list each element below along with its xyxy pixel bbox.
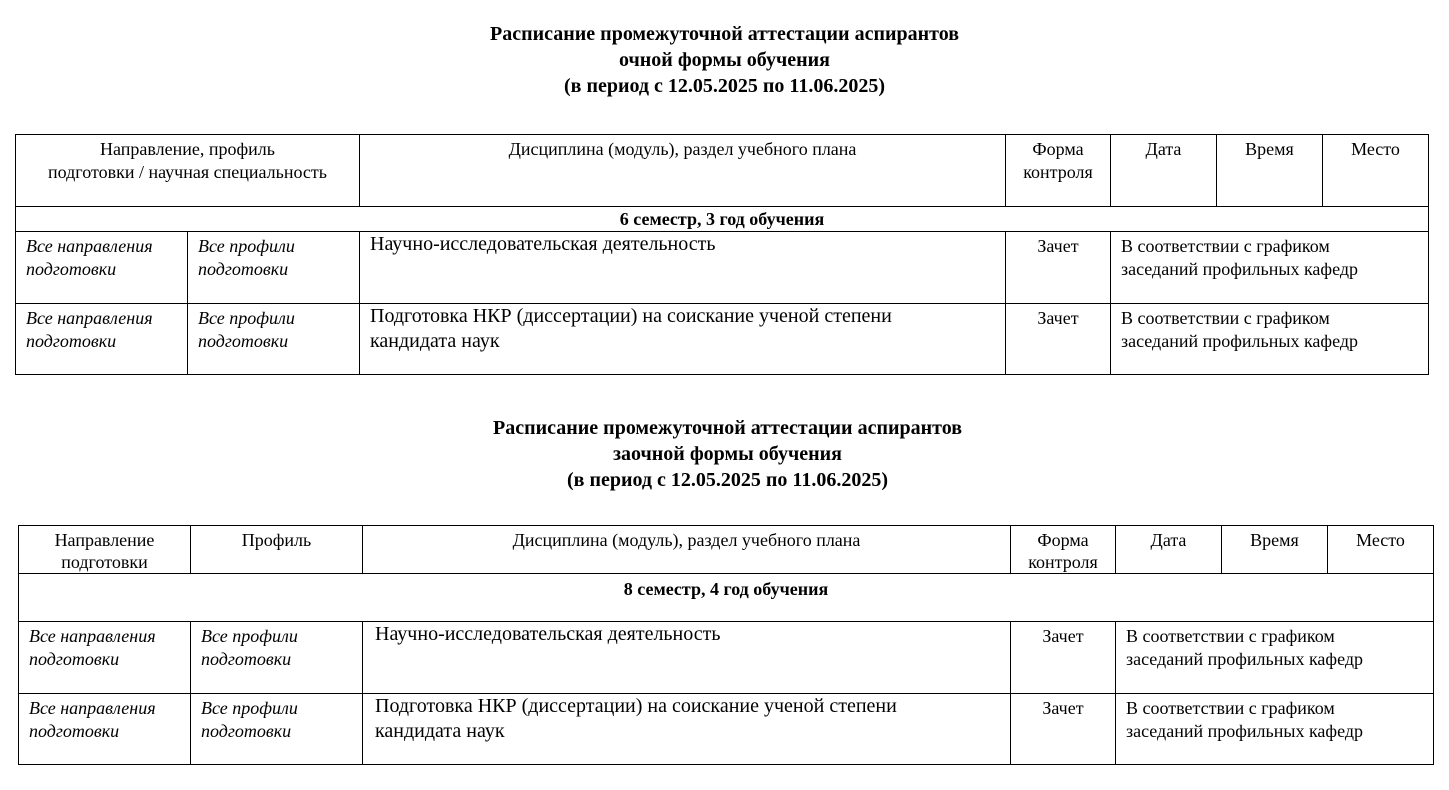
header-row xyxy=(19,526,1434,574)
direction-cell: Все направления подготовки xyxy=(19,622,191,694)
semester-label: 6 семестр, 3 год обучения xyxy=(16,207,1429,232)
table-row xyxy=(16,232,1429,304)
direction-cell: Все направления подготовки xyxy=(16,232,188,304)
profile-cell: Все профили подготовки xyxy=(191,622,363,694)
discipline-cell: Научно-исследовательская деятельность xyxy=(360,232,1006,304)
schedule-cell: В соответствии с графиком заседаний профильных кафедр xyxy=(1111,232,1429,304)
semester-row xyxy=(19,574,1434,622)
header-date: Дата xyxy=(1111,135,1217,207)
profile-cell: Все профили подготовки xyxy=(191,694,363,765)
table-row xyxy=(19,622,1434,694)
discipline-cell: Подготовка НКР (диссертации) на соискание ученой степени кандидата наук xyxy=(363,694,1011,765)
header-direction-profile: Направление, профиль подготовки / научная специальность xyxy=(16,135,360,207)
schedule-cell: В соответствии с графиком заседаний профильных кафедр xyxy=(1111,304,1429,375)
semester-label: 8 семестр, 4 год обучения xyxy=(19,574,1434,622)
part-time-schedule-table xyxy=(18,525,1434,765)
table-row xyxy=(19,694,1434,765)
title-line: (в период с 12.05.2025 по 11.06.2025) xyxy=(566,469,888,491)
direction-cell: Все направления подготовки xyxy=(19,694,191,765)
header-time: Время xyxy=(1222,526,1328,574)
header-control-form: Форма контроля xyxy=(1006,135,1111,207)
header-discipline: Дисциплина (модуль), раздел учебного плана xyxy=(363,526,1011,574)
header-control-form: Форма контроля xyxy=(1011,526,1116,574)
table-row xyxy=(16,304,1429,375)
title-line: Расписание промежуточной аттестации аспирантов xyxy=(492,417,963,439)
direction-cell: Все направления подготовки xyxy=(16,304,188,375)
part-time-title xyxy=(3,415,1449,493)
header-time: Время xyxy=(1217,135,1323,207)
title-line: очной формы обучения xyxy=(619,49,830,71)
semester-row xyxy=(16,207,1429,232)
profile-cell: Все профили подготовки xyxy=(188,232,360,304)
control-form-cell: Зачет xyxy=(1006,232,1111,304)
header-profile: Профиль xyxy=(191,526,363,574)
control-form-cell: Зачет xyxy=(1011,622,1116,694)
title-line: заочной формы обучения xyxy=(612,443,842,465)
schedule-cell: В соответствии с графиком заседаний профильных кафедр xyxy=(1116,622,1434,694)
title-line: (в период с 12.05.2025 по 11.06.2025) xyxy=(563,75,885,97)
discipline-cell: Подготовка НКР (диссертации) на соискание ученой степени кандидата наук xyxy=(360,304,1006,375)
header-direction: Направление подготовки xyxy=(19,526,191,574)
header-place: Место xyxy=(1323,135,1429,207)
schedule-cell: В соответствии с графиком заседаний профильных кафедр xyxy=(1116,694,1434,765)
header-date: Дата xyxy=(1116,526,1222,574)
header-place: Место xyxy=(1328,526,1434,574)
title-line: Расписание промежуточной аттестации аспирантов xyxy=(489,23,960,45)
full-time-schedule-table xyxy=(15,134,1429,375)
profile-cell: Все профили подготовки xyxy=(188,304,360,375)
header-row xyxy=(16,135,1429,207)
control-form-cell: Зачет xyxy=(1006,304,1111,375)
control-form-cell: Зачет xyxy=(1011,694,1116,765)
discipline-cell: Научно-исследовательская деятельность xyxy=(363,622,1011,694)
header-discipline: Дисциплина (модуль), раздел учебного плана xyxy=(360,135,1006,207)
full-time-title xyxy=(0,21,1449,99)
